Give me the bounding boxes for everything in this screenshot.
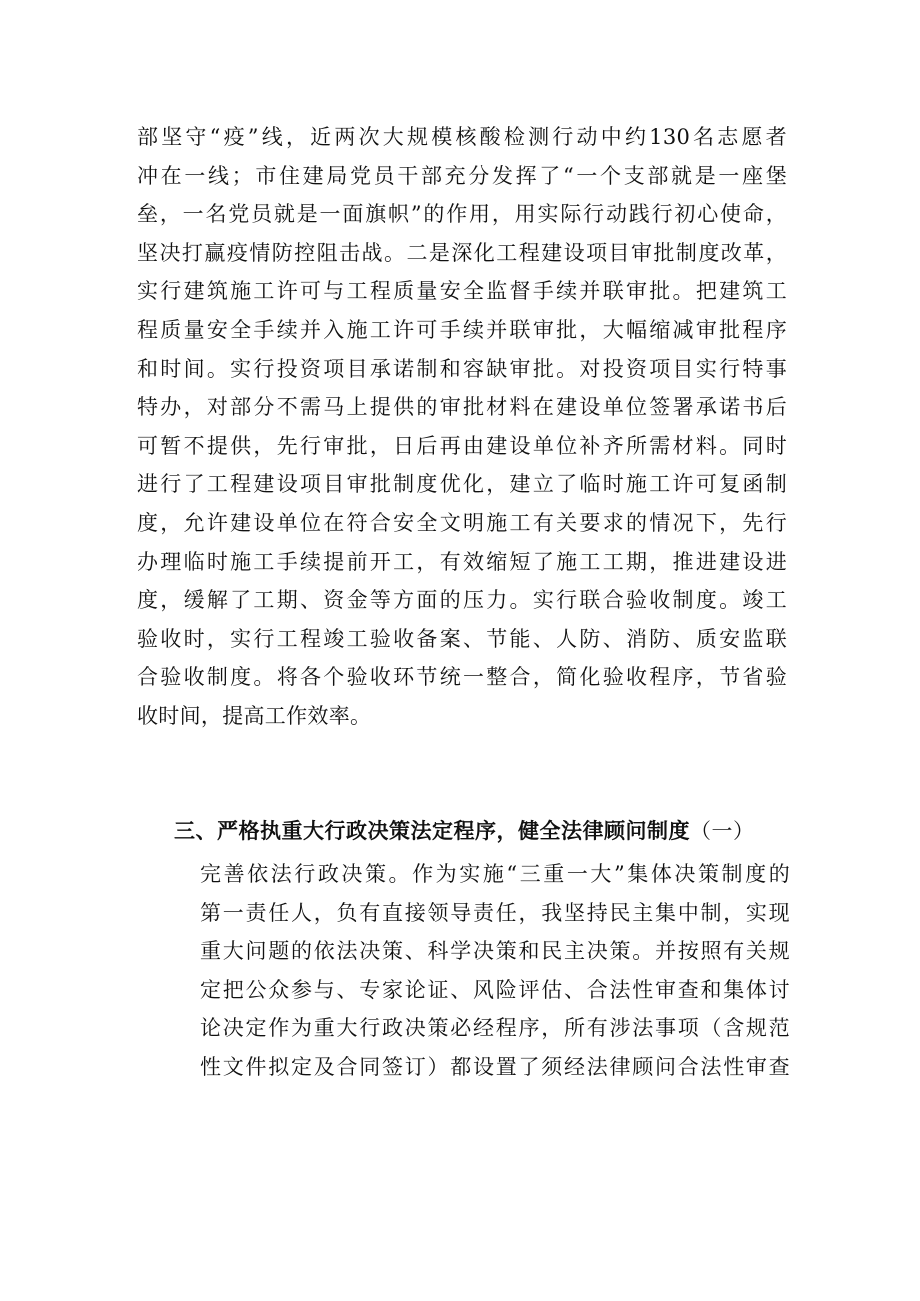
section-line: 重大问题的依法决策、科学决策和民主决策。并按照有关规 [200, 939, 790, 964]
paragraph-line: 进行了工程建设项目审批制度优化，建立了临时施工许可复函制 [137, 472, 787, 497]
section-heading-tail: （一） [690, 819, 755, 843]
section-line: 论决定作为重大行政决策必经程序，所有涉法事项（含规范 [200, 1016, 790, 1041]
section-heading [174, 812, 804, 850]
paragraph-line: 验收时，实行工程竣工验收备案、节能、人防、消防、质安监联 [137, 626, 787, 651]
paragraph-line: 合验收制度。将各个验收环节统一整合，简化验收程序，节省验 [137, 665, 787, 690]
paragraph-line: 度，允许建设单位在符合安全文明施工有关要求的情况下，先行 [137, 510, 787, 535]
paragraph-line: 收时间，提高工作效率。 [137, 703, 372, 728]
section-line: 完善依法行政决策。作为实施“三重一大”集体决策制度的 [200, 862, 790, 886]
paragraph-line: 办理临时施工手续提前开工，有效缩短了施工工期，推进建设进 [137, 549, 787, 574]
section-body [200, 855, 790, 1087]
paragraph-line: 坚决打赢疫情防控阻击战。二是深化工程建设项目审批制度改革， [137, 240, 787, 265]
body-paragraph [137, 118, 787, 736]
paragraph-line: 和时间。实行投资项目承诺制和容缺审批。对投资项目实行特事 [137, 356, 787, 381]
section-heading-block [174, 812, 804, 850]
paragraph-line: 垒，一名党员就是一面旗帜”的作用，用实际行动践行初心使命， [137, 202, 787, 227]
paragraph-line: 特办，对部分不需马上提供的审批材料在建设单位签署承诺书后 [137, 395, 787, 420]
paragraph-line: 程质量安全手续并入施工许可手续并联审批，大幅缩减审批程序 [137, 317, 787, 342]
section-line: 定把公众参与、专家论证、风险评估、合法性审查和集体讨 [200, 977, 790, 1002]
section-heading-text: 三、严格执重大行政决策法定程序，健全法律顾问制度 [174, 819, 690, 843]
section-line: 第一责任人，负有直接领导责任，我坚持民主集中制，实现 [200, 900, 790, 925]
paragraph-line: 实行建筑施工许可与工程质量安全监督手续并联审批。把建筑工 [137, 279, 787, 304]
paragraph-line: 可暂不提供，先行审批，日后再由建设单位补齐所需材料。同时 [137, 433, 787, 458]
paragraph-line: 部坚守“疫”线，近两次大规模核酸检测行动中约130名志愿者 [137, 125, 787, 149]
paragraph-line: 度，缓解了工期、资金等方面的压力。实行联合验收制度。竣工 [137, 588, 787, 613]
section-line: 性文件拟定及合同签订）都设置了须经法律顾问合法性审查 [200, 1054, 790, 1079]
paragraph-line: 冲在一线；市住建局党员干部充分发挥了“一个支部就是一座堡 [137, 163, 787, 188]
